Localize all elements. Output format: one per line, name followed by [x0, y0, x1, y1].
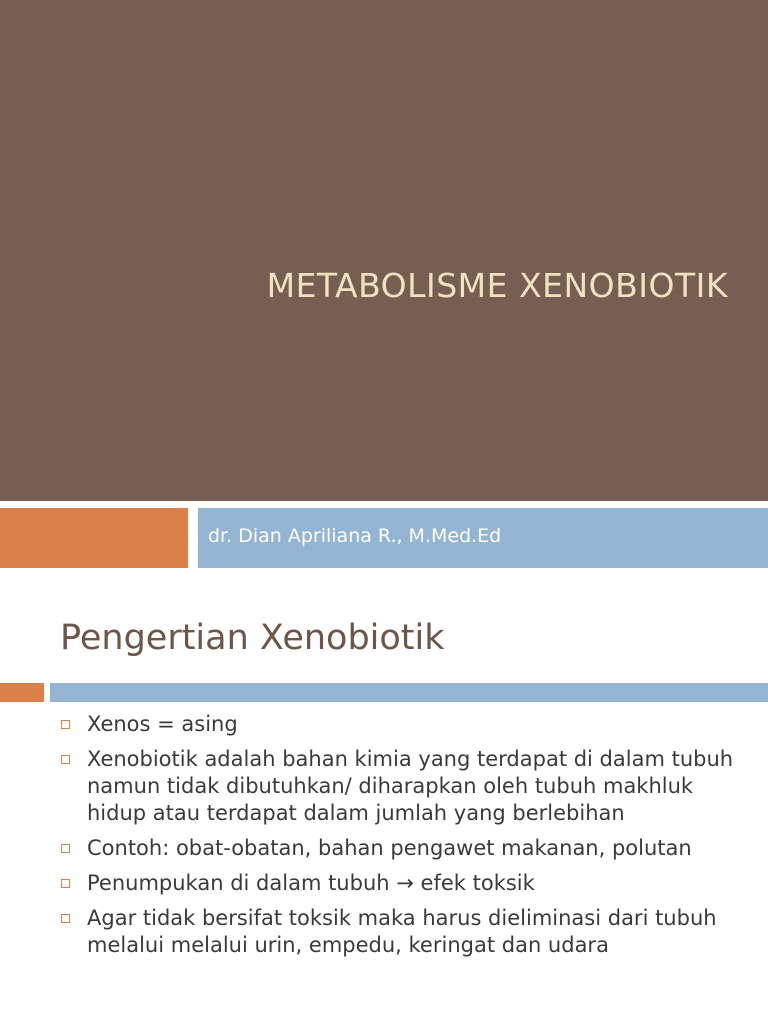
bullet-text-before: Penumpukan di dalam tubuh [87, 871, 390, 895]
list-item [60, 746, 750, 827]
square-bullet-icon [61, 720, 70, 729]
square-bullet-icon [61, 879, 70, 888]
square-bullet-icon [61, 844, 70, 853]
bullet-text: Agar tidak bersifat toksik maka harus dieliminasi dari tubuh melalui melalui urin, empedu, keringat dan udara [87, 906, 717, 957]
square-bullet-icon [61, 914, 70, 923]
bullet-text: Contoh: obat-obatan, bahan pengawet makanan, polutan [87, 836, 692, 860]
list-item [60, 711, 750, 738]
presentation-title: METABOLISME XENOBIOTIK [266, 266, 728, 305]
list-item [60, 870, 750, 897]
content-slide [0, 568, 768, 1024]
bullet-text: Xenobiotik adalah bahan kimia yang terdapat di dalam tubuh namun tidak dibutuhkan/ diharapkan oleh tubuh makhluk hidup atau terdapat dalam jumlah yang berlebihan [87, 747, 734, 825]
list-item [60, 905, 750, 959]
right-arrow-icon: → [396, 871, 414, 895]
blue-accent-bar [50, 683, 768, 702]
bullet-text-after: efek toksik [420, 871, 535, 895]
bullet-list [60, 711, 750, 967]
subtitle-bar [198, 508, 768, 568]
square-bullet-icon [61, 755, 70, 764]
list-item [60, 835, 750, 862]
bullet-text: Xenos = asing [87, 712, 238, 736]
section-title: Pengertian Xenobiotik [60, 618, 445, 658]
author-subtitle: dr. Dian Apriliana R., M.Med.Ed [208, 525, 502, 547]
orange-accent-block [0, 508, 188, 568]
orange-accent-bar [0, 683, 44, 702]
title-panel [0, 0, 768, 501]
